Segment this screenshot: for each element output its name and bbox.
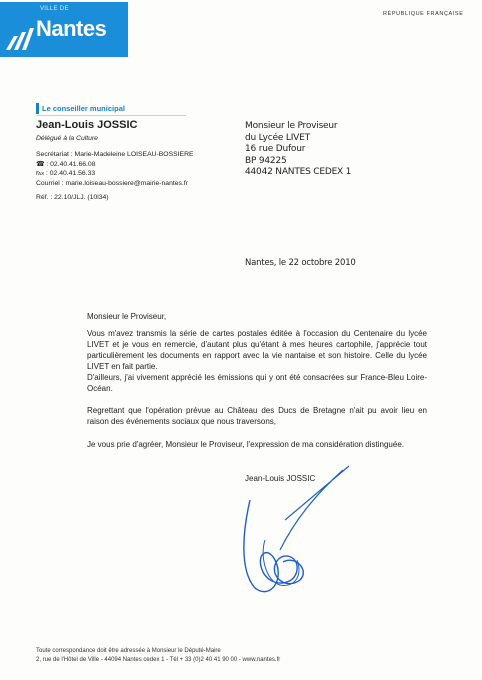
logo-stripes-icon <box>6 28 36 50</box>
recipient-line: Monsieur le Proviseur <box>245 121 338 131</box>
sender-service: Le conseiller municipal <box>42 104 125 113</box>
recipient-line: 44042 NANTES CEDEX 1 <box>245 167 352 177</box>
republique-francaise-label: RÉPUBLIQUE FRANÇAISE <box>383 11 464 17</box>
paragraph: Regrettant que l'opération prévue au Château des Ducs de Bretagne n'ait pu avoir lieu en raison des événements sociaux que nous traversons, <box>87 406 427 426</box>
footer-line: Toute correspondance doit être adressée à Monsieur le Député-Maire <box>36 648 221 654</box>
paragraph: D'ailleurs, j'ai vivement apprécié les émissions qui y ont été consacrées sur France-Bleu Loire-Océan. <box>87 373 427 393</box>
city-logo <box>0 2 128 57</box>
secretariat-line: Secrétariat : Marie-Madeleine LOISEAU-BOSSIERE <box>36 151 194 158</box>
paragraph: Je vous prie d'agréer, Monsieur le Proviseur, l'expression de ma considération distinguée. <box>87 440 405 449</box>
signer-name: Jean-Louis JOSSIC <box>245 474 316 483</box>
footer-line: 2, rue de l'Hôtel de Ville - 44094 Nantes cedex 1 - Tél + 33 (0)2 40 41 90 00 - www.nantes.fr <box>36 657 281 663</box>
paragraph: Vous m'avez transmis la série de cartes postales éditée à l'occasion du Centenaire du lycée LIVET et je vous en remercie, d'autant plus qu'étant à mes heures cartophile, j'apprécie tout particulièrement les documents en rapport avec la vie nantaise et son histoire. Celle du lycée LIVET en fait partie. <box>87 329 427 371</box>
fax-line: ℻ : 02.40.41.56.33 <box>36 170 96 177</box>
recipient-line: BP 94225 <box>245 155 287 166</box>
recipient-address <box>245 121 351 179</box>
sender-name: Jean-Louis JOSSIC <box>36 119 138 131</box>
salutation: Monsieur le Proviseur, <box>87 312 167 321</box>
footer <box>36 647 280 665</box>
logo-city-name: Nantes <box>36 16 107 41</box>
phone-line: ☎ : 02.40.41.66.08 <box>36 160 96 168</box>
secretariat-block <box>36 150 194 188</box>
letter-date: Nantes, le 22 octobre 2010 <box>245 258 356 268</box>
recipient-line: 16 rue Dufour <box>245 144 306 154</box>
divider <box>36 115 186 116</box>
email-line: Courriel : marie.loiseau-bossiere@mairie-nantes.fr <box>36 179 188 187</box>
reference: Réf. : 22.10/JLJ. (10l34) <box>36 194 109 201</box>
recipient-line: du Lycée LIVET <box>245 132 310 143</box>
sender-role: Délégué à la Culture <box>36 135 98 142</box>
service-marker <box>36 103 39 114</box>
logo-ville-text: VILLE DE <box>40 6 69 12</box>
